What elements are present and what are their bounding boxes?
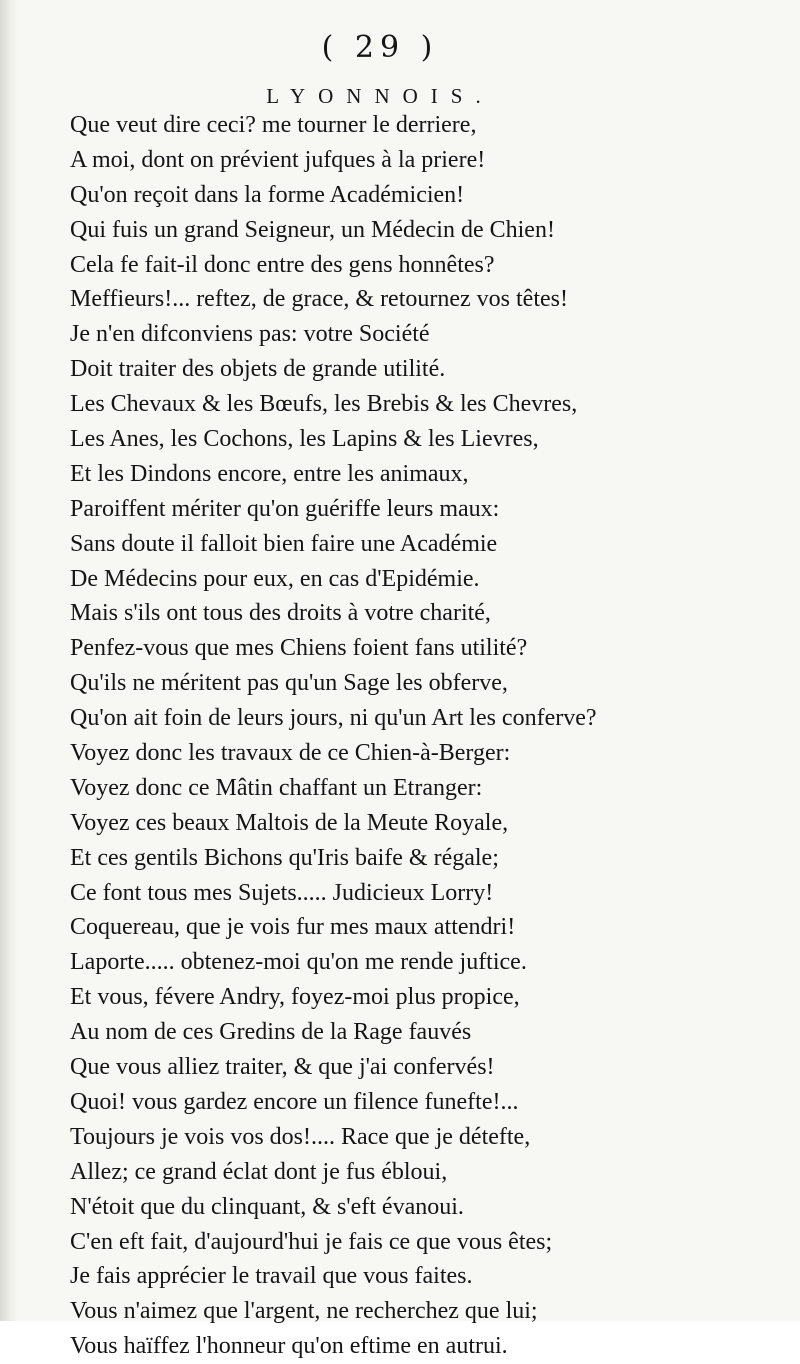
verse-line: Qu'on reçoit dans la forme Académicien!	[70, 181, 465, 208]
verse-line: A moi, dont on prévient jufques à la priere!	[70, 146, 486, 173]
verse-line: Vous haïffez l'honneur qu'on eftime en autrui.	[70, 1333, 508, 1360]
page-number: ( 29 )	[321, 30, 439, 65]
verse-line: Je n'en difconviens pas: votre Société	[70, 321, 430, 348]
verse-line: Voyez donc les travaux de ce Chien-à-Berger:	[70, 740, 511, 767]
running-head: LYONNOIS.	[266, 84, 494, 108]
verse-line: Qu'ils ne méritent pas qu'un Sage les obferve,	[70, 670, 508, 697]
verse-line: Paroiffent mériter qu'on guériffe leurs maux:	[70, 495, 500, 522]
verse-line: Et vous, févere Andry, foyez-moi plus propice,	[70, 984, 520, 1011]
verse-line: Doit traiter des objets de grande utilité.	[70, 356, 446, 383]
verse-line: Meffieurs!... reftez, de grace, & retournez vos têtes!	[70, 286, 568, 313]
verse-line: Ce font tous mes Sujets..... Judicieux Lorry!	[70, 879, 494, 906]
verse-line: Les Chevaux & les Bœufs, les Brebis & les Chevres,	[70, 391, 578, 418]
verse-line: C'en eft fait, d'aujourd'hui je fais ce que vous êtes;	[70, 1228, 553, 1255]
verse-line: Je fais apprécier le travail que vous faites.	[70, 1263, 473, 1290]
verse-line: Que veut dire ceci? me tourner le derriere,	[70, 112, 477, 138]
verse-line: Au nom de ces Gredins de la Rage fauvés	[70, 1019, 472, 1046]
verse-line: Voyez donc ce Mâtin chaffant un Etranger:	[70, 774, 483, 801]
verse-line: De Médecins pour eux, en cas d'Epidémie.	[70, 565, 480, 592]
verse-line: Toujours je vois vos dos!.... Race que je détefte,	[70, 1123, 531, 1150]
verse-block	[70, 108, 795, 1364]
verse-line: Penfez-vous que mes Chiens foient fans utilité?	[70, 635, 528, 662]
verse-line: Qu'on ait foin de leurs jours, ni qu'un Art les conferve?	[70, 705, 597, 732]
verse-line: Les Anes, les Cochons, les Lapins & les Lievres,	[70, 426, 539, 453]
verse-line: Que vous alliez traiter, & que j'ai confervés!	[70, 1054, 495, 1081]
verse-line: Allez; ce grand éclat dont je fus ébloui,	[70, 1158, 448, 1185]
verse-line: N'étoit que du clinquant, & s'eft évanoui.	[70, 1193, 464, 1220]
verse-line: Quoi! vous gardez encore un filence funefte!...	[70, 1088, 519, 1115]
verse-line: Mais s'ils ont tous des droits à votre charité,	[70, 600, 491, 627]
verse-line: Vous n'aimez que l'argent, ne recherchez que lui;	[70, 1298, 538, 1325]
verse-line: Cela fe fait-il donc entre des gens honnêtes?	[70, 251, 495, 278]
verse-line: Coquereau, que je vois fur mes maux attendri!	[70, 914, 516, 941]
verse-line: Sans doute il falloit bien faire une Académie	[70, 530, 498, 557]
gutter-shadow	[0, 0, 18, 1321]
verse-line: Qui fuis un grand Seigneur, un Médecin de Chien!	[70, 216, 555, 243]
verse-line: Laporte..... obtenez-moi qu'on me rende juftice.	[70, 949, 527, 976]
verse-line: Et les Dindons encore, entre les animaux,	[70, 460, 469, 487]
verse-line: Voyez ces beaux Maltois de la Meute Royale,	[70, 809, 509, 836]
verse-line: Et ces gentils Bichons qu'Iris baife & régale;	[70, 844, 499, 871]
